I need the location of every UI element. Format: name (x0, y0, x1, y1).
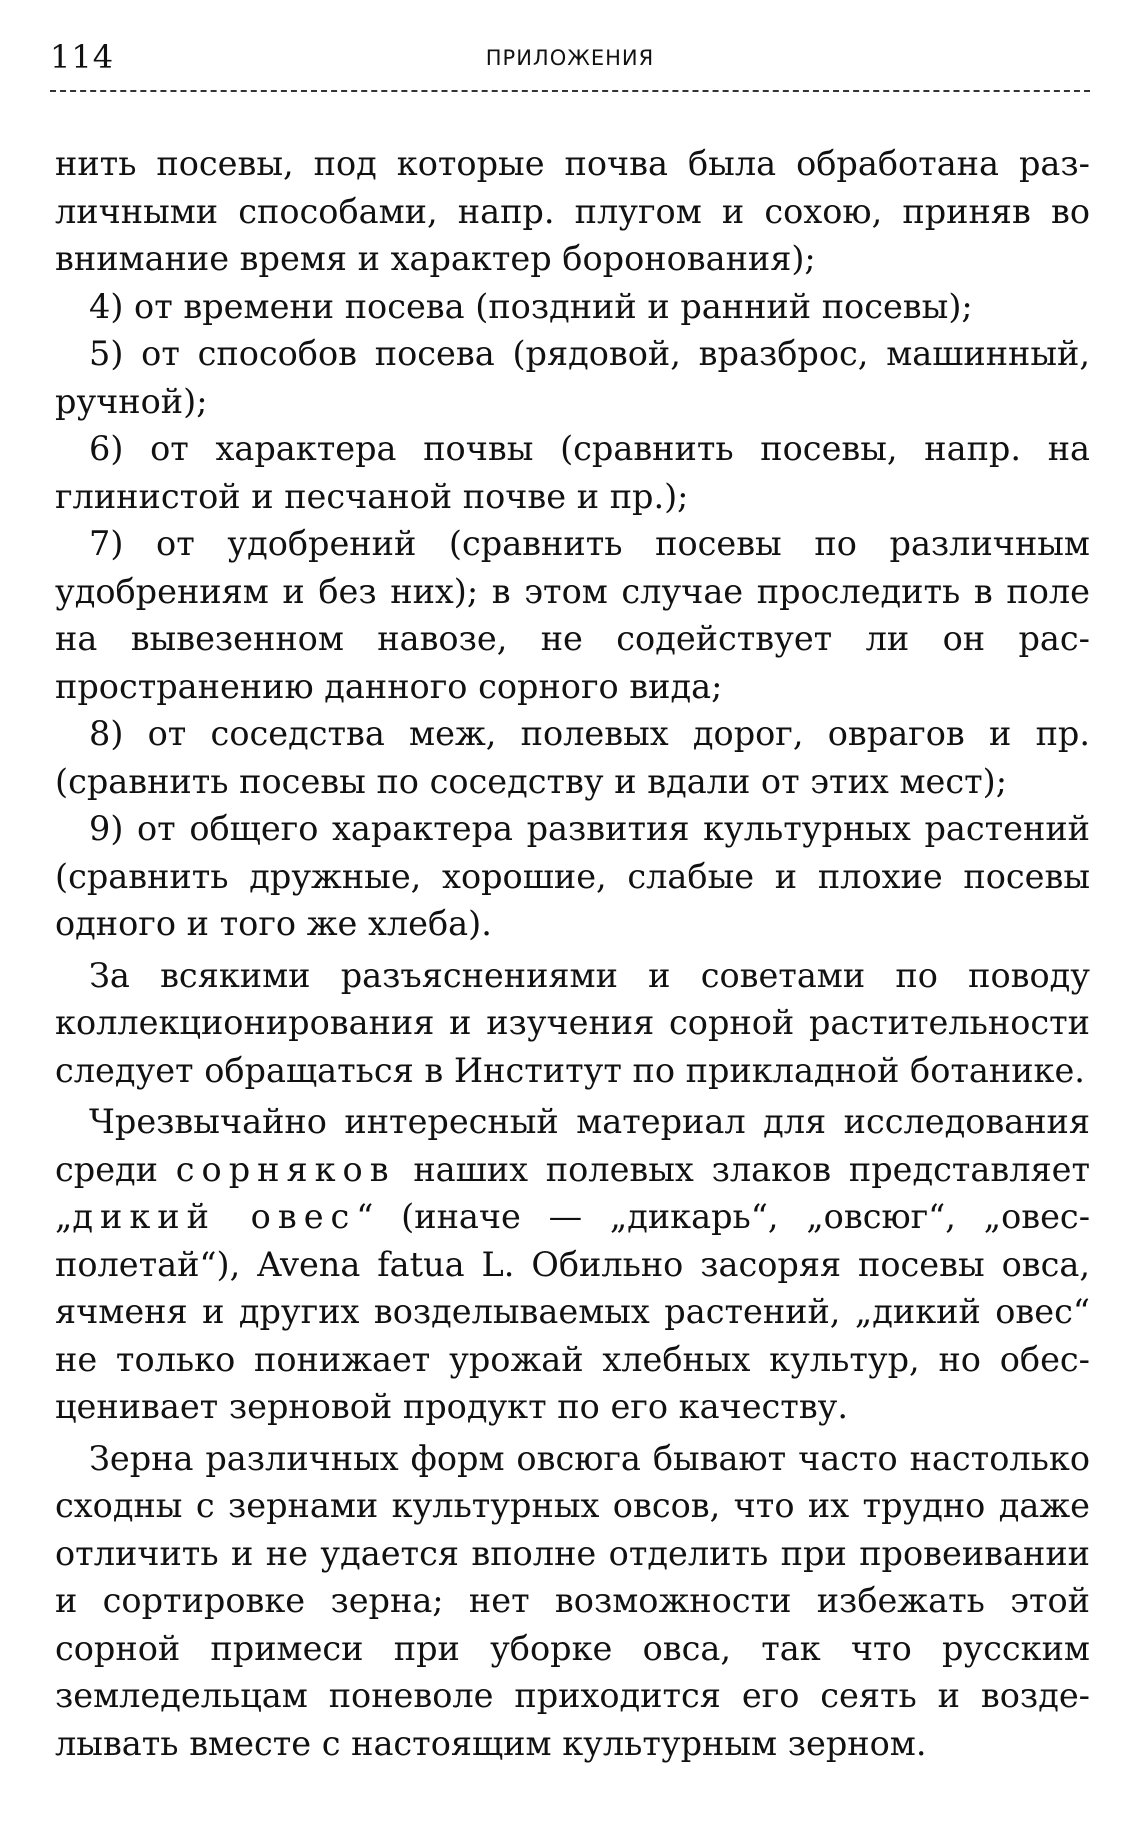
header-divider (50, 90, 1090, 92)
list-item-8: 8) от соседства меж, полевых дорог, оврагов и пр. (сравнить посевы по соседству и вдали от этих мест); (55, 714, 1090, 801)
list-item-6: 6) от характера почвы (сравнить посевы, напр. на глинистой и песчаной почве и пр.); (55, 429, 1090, 516)
paragraph-grains: Зерна различных форм овсюга бывают часто настолько сходны с зернами культурных овсов, что их трудно даже отличить и не удается вполне отделить при провеивании и сортировке зерна; нет возможности избежать этой сорной примеси при уборке овса, так что русским земледельцам поневоле приходится его сеять и возделывать вместе с настоящим культурным зерном. (55, 1438, 1090, 1763)
page-header (50, 38, 1090, 86)
main-text (55, 140, 1090, 1767)
list-item-9: 9) от общего характера развития культурных растений (сравнить дружные, хорошие, слабые и плохие посевы одного и того же хлеба). (55, 809, 1090, 943)
running-title: ПРИЛОЖЕНИЯ (485, 46, 655, 70)
text-span: Чрезвычайно интересный материал для исследования среди (55, 1102, 1090, 1189)
page-number: 114 (50, 38, 115, 76)
paragraph-institute: За всякими разъяснениями и советами по поводу коллекционирования и изучения сорной растительности следует обращаться в Институт по прикладной ботанике. (55, 955, 1090, 1090)
paragraph-wild-oats (55, 1098, 1090, 1431)
emphasized-term: дикий овес (72, 1197, 357, 1236)
list-item-5: 5) от способов посева (рядовой, вразброс, машинный, ручной); (55, 334, 1090, 421)
text-span: “ (иначе — „дикарь“, „овсюг“, „овесполетай“), Avena fatua L. Обильно засоряя посевы овса, ячменя и других возделываемых растений, „дикий овес“ не только понижает урожай хлебных культур, но обесценивает зерновой продукт по его качеству. (55, 1197, 1091, 1426)
list-item-4: 4) от времени посева (поздний и ранний посевы); (89, 286, 973, 326)
list-item-7: 7) от удобрений (сравнить посевы по различным удобрениям и без них); в этом случае проследить в поле на вывезенном навозе, не содействует ли он распространению данного сорного вида; (55, 524, 1090, 706)
emphasized-term: сорняков (175, 1149, 396, 1189)
text-span: наших полевых злаков представляет „ (55, 1149, 1090, 1236)
paragraph-continuation: нить посевы, под которые почва была обработана различными способами, напр. плугом и сохою, приняв во внимание время и характер боронования); (55, 144, 1090, 278)
